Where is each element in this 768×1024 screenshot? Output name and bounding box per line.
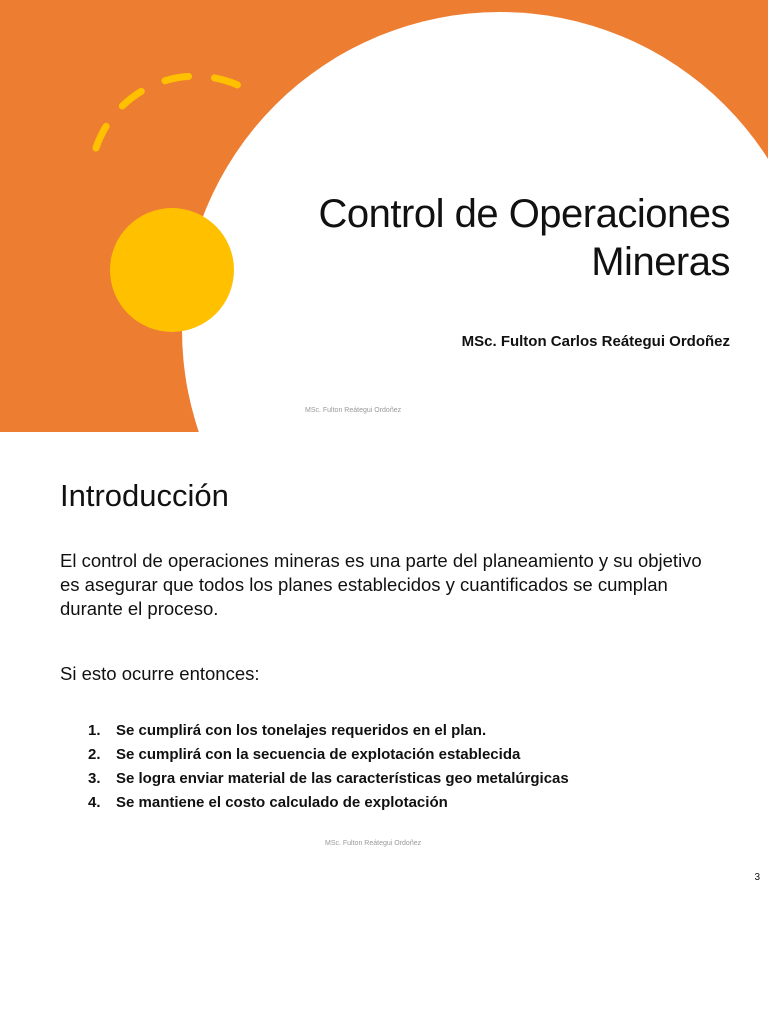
intro-footer: MSc. Fulton Reátegui Ordoñez [325,840,422,847]
cover-title-line-1: Control de Operaciones [318,192,730,236]
list-item [60,791,569,815]
list-item-text: Se logra enviar material de las características geo metalúrgicas [116,770,569,787]
list-item-number: 1. [88,722,101,739]
list-item-text: Se cumplirá con los tonelajes requeridos en el plan. [116,722,487,739]
list-item-number: 2. [88,746,101,763]
cover-title-line-2: Mineras [591,240,730,284]
list-item [60,743,569,767]
intro-heading: Introducción [60,478,229,513]
list-item-text: Se mantiene el costo calculado de explotación [116,794,448,811]
list-item [60,719,569,743]
numbered-list [60,719,569,815]
intro-slide [0,432,768,882]
intro-lead: Si esto ocurre entonces: [60,663,260,684]
list-item-text: Se cumplirá con la secuencia de explotación establecida [116,746,521,763]
list-item-number: 4. [88,794,101,811]
cover-title [210,190,730,286]
intro-paragraph: El control de operaciones mineras es una parte del planeamiento y su objetivo es asegurar que todos los planes establecidos y cuantificados se cumplan durante el proceso. [60,550,702,619]
list-item-number: 3. [88,770,101,787]
page-number: 3 [754,872,760,883]
dashed-arc-decoration [96,76,244,148]
list-item [60,767,569,791]
cover-footer: MSc. Fulton Reátegui Ordoñez [305,407,402,414]
cover-slide [0,0,768,432]
cover-author: MSc. Fulton Carlos Reátegui Ordoñez [461,333,730,350]
